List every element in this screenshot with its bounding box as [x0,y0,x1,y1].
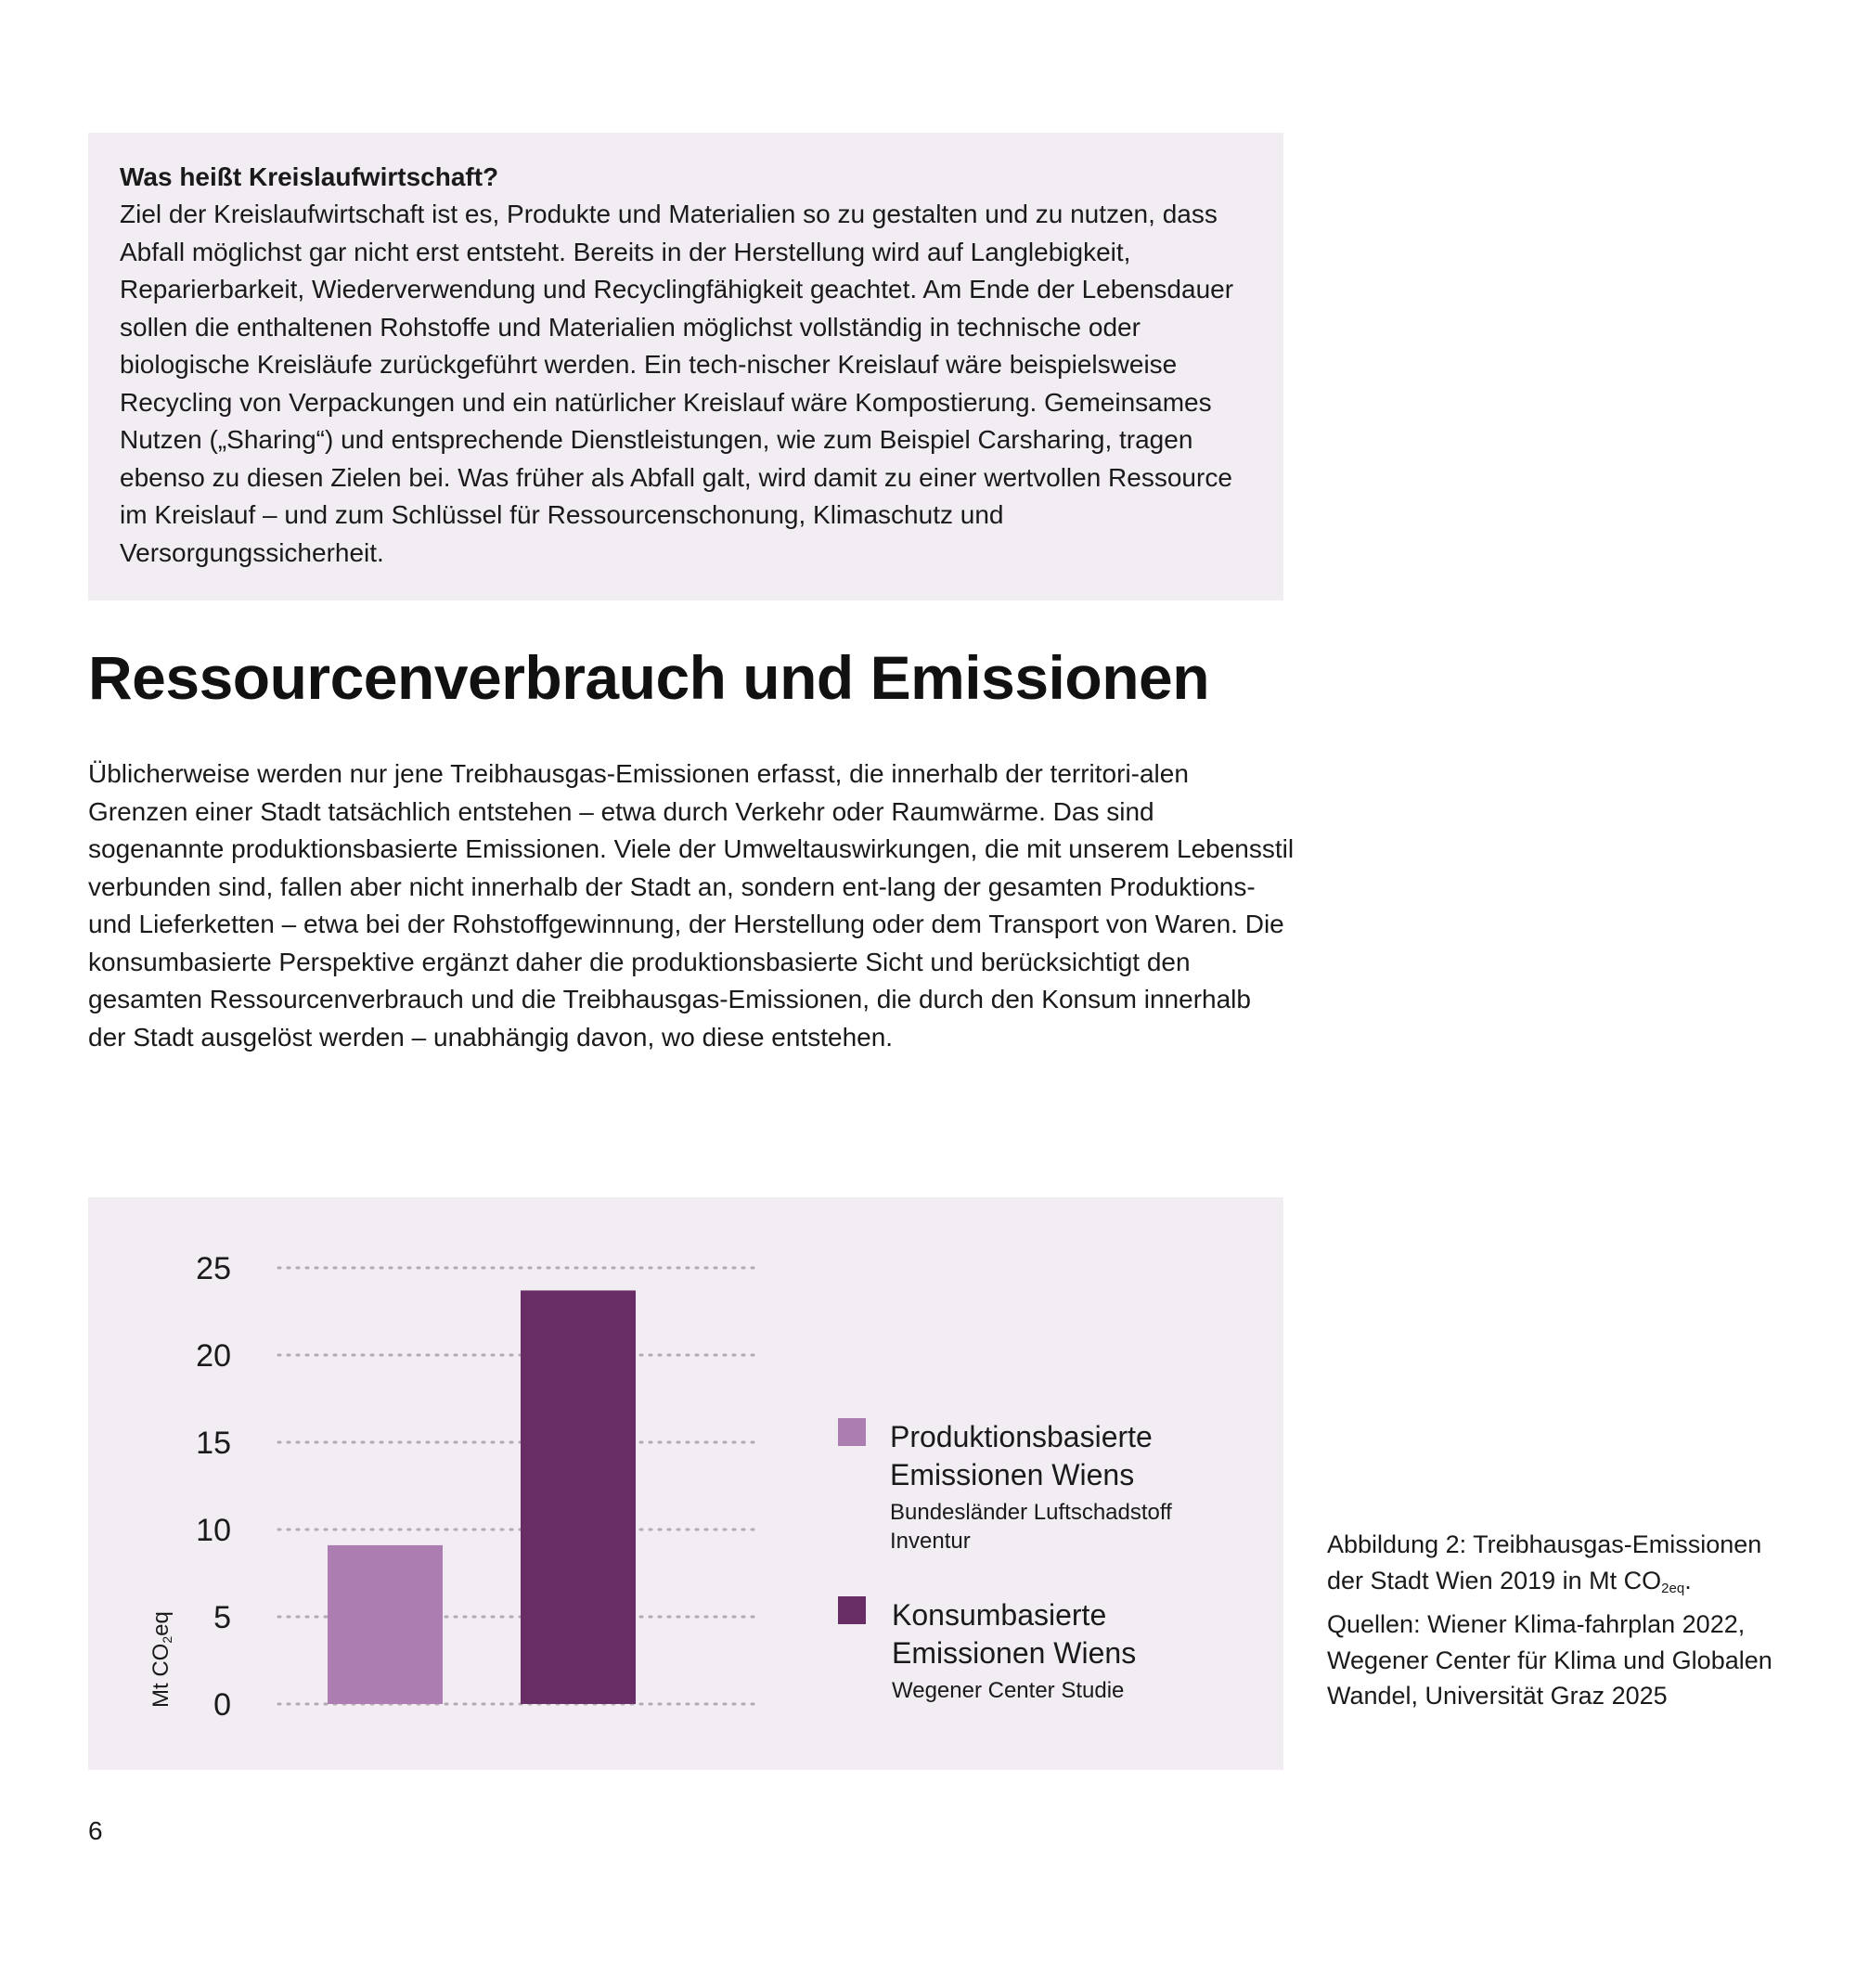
section-heading: Ressourcenverbrauch und Emissionen [88,643,1210,712]
y-tick-label: 20 [196,1338,231,1374]
legend-item-production [838,1418,1243,1556]
legend-swatch-production [838,1418,866,1446]
y-tick-label: 0 [213,1687,231,1723]
y-tick-label: 15 [196,1426,231,1461]
bar-consumption [521,1290,636,1704]
legend-swatch-consumption [838,1596,866,1624]
info-box-title: Was heißt Kreislaufwirtschaft? [120,162,499,191]
y-tick-labels [196,1251,231,1723]
page-number: 6 [88,1816,103,1845]
bar-production [328,1545,443,1704]
caption-part1: Abbildung 2: Treibhausgas-Emissionen der Stadt Wien 2019 in Mt CO [1327,1530,1762,1594]
caption-sub: 2eq [1661,1580,1685,1596]
legend-source-production: Bundesländer Luftschadstoff Inventur [890,1500,1172,1554]
body-paragraph: Üblicherweise werden nur jene Treibhausgas-Emissionen erfasst, die innerhalb der territori-alen Grenzen einer Stadt tatsächlich entstehen – etwa durch Verkehr oder Raumwärme. Das sind sogenannte produktionsbasierte Emissionen. Viele der Umweltauswirkungen, die mit unserem Lebensstil verbunden sind, fallen aber nicht innerhalb der Stadt an, sondern ent-lang der gesamten Produktions- und Lieferketten – etwa bei der Rohstoffgewinnung, der Herstellung oder dem Transport von Waren. Die konsumbasierte Perspektive ergänzt daher die produktionsbasierte Sicht und berücksichtigt den gesamten Ressourcenverbrauch und die Treibhausgas-Emissionen, die durch den Konsum innerhalb der Stadt ausgelöst werden – unabhängig davon, wo diese entstehen. [88,759,1295,1052]
y-axis-label-main: Mt CO [148,1643,174,1708]
y-tick-label: 10 [196,1513,231,1548]
y-axis-label-sub: 2 [160,1635,174,1644]
caption-part2: . Quellen: Wiener Klima-fahrplan 2022, Wegener Center für Klima und Globalen Wandel, Universität Graz 2025 [1327,1566,1772,1710]
bars [328,1290,636,1704]
info-box-text: Ziel der Kreislaufwirtschaft ist es, Produkte und Materialien so zu gestalten und zu nutzen, dass Abfall möglichst gar nicht erst entsteht. Bereits in der Herstellung wird auf Langlebigkeit, Reparierbarkeit, Wiederverwendung und Recyclingfähigkeit geachtet. Am Ende der Lebensdauer sollen die enthaltenen Rohstoffe und Materialien möglichst vollständig in technische oder biologische Kreisläufe zurückgeführt werden. Ein tech-nischer Kreislauf wäre beispielsweise Recycling von Verpackungen und ein natürlicher Kreislauf wäre Kompostierung. Gemeinsames Nutzen („Sharing“) und entsprechende Dienstleistungen, wie zum Beispiel Carsharing, tragen ebenso zu diesen Zielen bei. Was früher als Abfall galt, wird damit zu einer wertvollen Ressource im Kreislauf – und zum Schlüssel für Ressourcenschonung, Klimaschutz und Versorgungssicherheit. [120,200,1234,567]
y-tick-label: 5 [213,1600,231,1635]
legend-label-consumption: Konsumbasierte Emissionen Wiens [892,1598,1137,1670]
legend-source-consumption: Wegener Center Studie [892,1678,1125,1703]
legend-label-production: Produktionsbasierte Emissionen Wiens [890,1420,1153,1491]
y-axis-label [148,1611,174,1708]
y-tick-label: 25 [196,1251,231,1286]
info-box [88,133,1283,600]
chart-panel [88,1197,1283,1770]
y-axis-label-tail: eq [148,1611,174,1636]
legend-item-consumption [838,1596,1244,1705]
figure-caption [1327,1527,1791,1714]
